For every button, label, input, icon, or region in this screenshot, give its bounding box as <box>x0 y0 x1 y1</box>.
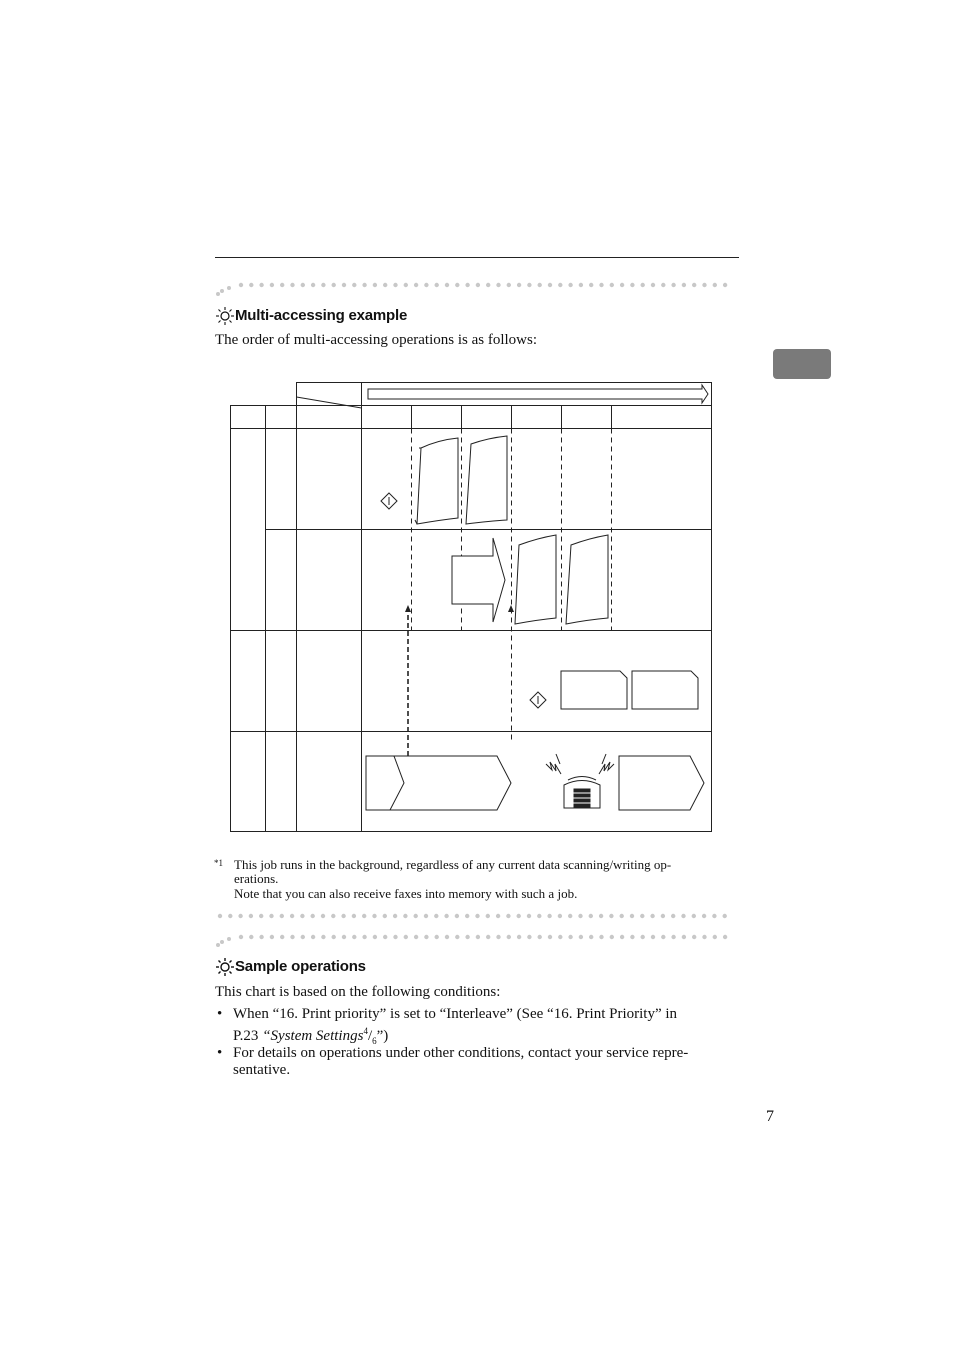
separator-dot <box>661 283 665 287</box>
separator-dot <box>723 935 727 939</box>
separator-dot <box>692 935 696 939</box>
footnote-line: erations. <box>234 871 279 886</box>
separator-dot <box>486 914 490 918</box>
start-key-icon <box>381 493 397 509</box>
separator-dot <box>476 283 480 287</box>
separator-dot <box>424 935 428 939</box>
separator-dot <box>373 935 377 939</box>
separator-dot <box>290 935 294 939</box>
separator-dot <box>311 914 315 918</box>
reference-close: ”) <box>376 1028 389 1044</box>
separator-dot <box>239 935 243 939</box>
separator-dot <box>517 283 521 287</box>
separator-dot <box>227 937 231 941</box>
separator-dot <box>342 935 346 939</box>
separator-dot <box>404 935 408 939</box>
separator-dot <box>435 935 439 939</box>
page-number: 7 <box>766 1108 774 1125</box>
separator-dot <box>692 283 696 287</box>
dotted-separator <box>215 280 745 296</box>
separator-dot <box>372 914 376 918</box>
separator-dot <box>383 283 387 287</box>
separator-dot <box>702 283 706 287</box>
separator-dot <box>661 935 665 939</box>
separator-dot <box>249 283 253 287</box>
separator-dot <box>373 283 377 287</box>
separator-dot <box>332 283 336 287</box>
separator-dot <box>486 935 490 939</box>
separator-dot <box>444 914 448 918</box>
page-reference: P.23 <box>233 1028 259 1044</box>
diagram-header-band <box>297 383 712 406</box>
separator-dot <box>414 914 418 918</box>
separator-dot <box>661 914 665 918</box>
separator-dot <box>517 914 521 918</box>
separator-dot <box>641 283 645 287</box>
separator-dot <box>465 283 469 287</box>
separator-dot <box>393 935 397 939</box>
timeline-arrow <box>368 385 708 403</box>
separator-dot <box>578 914 582 918</box>
separator-dot <box>249 935 253 939</box>
process-arrow <box>452 538 505 622</box>
separator-dot <box>259 914 263 918</box>
bullet: • <box>217 1045 223 1061</box>
separator-dot <box>507 935 511 939</box>
separator-dot <box>712 914 716 918</box>
separator-dot <box>321 283 325 287</box>
separator-dot <box>671 914 675 918</box>
separator-dot <box>280 283 284 287</box>
bullet: • <box>217 1006 223 1022</box>
separator-dot <box>579 283 583 287</box>
separator-dot <box>362 935 366 939</box>
separator-dot <box>702 914 706 918</box>
separator-dot <box>599 914 603 918</box>
separator-dot <box>527 283 531 287</box>
separator-dot <box>548 283 552 287</box>
phone-ringing-icon <box>546 754 614 808</box>
separator-dot <box>671 935 675 939</box>
list-item-text: When “16. Print priority” is set to “Interleave” (See “16. Print Priority” in <box>233 1006 678 1022</box>
chevron-arrow <box>390 756 511 810</box>
separator-dot <box>506 914 510 918</box>
separator-dot <box>599 935 603 939</box>
separator-dot <box>290 914 294 918</box>
dotted-separator <box>215 911 745 923</box>
chevron-arrow <box>619 756 704 810</box>
separator-dot <box>651 283 655 287</box>
tip-lightbulb-icon <box>215 306 235 331</box>
separator-dot <box>280 935 284 939</box>
separator-dot <box>640 914 644 918</box>
separator-dot <box>362 914 366 918</box>
intro-text: The order of multi-accessing operations is as follows: <box>215 332 538 348</box>
separator-dot <box>589 914 593 918</box>
separator-dot <box>259 935 263 939</box>
separator-dot <box>568 283 572 287</box>
separator-dot <box>227 286 231 290</box>
separator-dot <box>589 935 593 939</box>
separator-dot <box>548 935 552 939</box>
start-key-icon <box>530 692 546 708</box>
separator-dot <box>220 289 224 293</box>
separator-dot <box>321 914 325 918</box>
separator-dot <box>218 914 222 918</box>
original-sheet <box>566 535 608 624</box>
separator-dot <box>620 935 624 939</box>
separator-dot <box>589 283 593 287</box>
reference-title: “System Settings <box>262 1028 364 1044</box>
separator-dot <box>681 914 685 918</box>
separator-dot <box>620 914 624 918</box>
separator-dot <box>671 283 675 287</box>
separator-dot <box>650 914 654 918</box>
separator-dot <box>630 283 634 287</box>
separator-dot <box>311 935 315 939</box>
separator-dot <box>216 943 220 947</box>
separator-dot <box>301 283 305 287</box>
separator-dot <box>404 283 408 287</box>
separator-dot <box>723 283 727 287</box>
separator-dot <box>486 283 490 287</box>
separator-dot <box>239 283 243 287</box>
separator-dot <box>445 935 449 939</box>
fraction-numerator: 4 <box>363 1026 368 1036</box>
section-heading: Multi-accessing example <box>235 307 408 324</box>
separator-dot <box>517 935 521 939</box>
header-diagonal <box>297 397 362 408</box>
separator-dot <box>609 914 613 918</box>
separator-dot <box>558 935 562 939</box>
separator-dot <box>269 914 273 918</box>
original-sheet <box>515 535 556 624</box>
separator-dot <box>620 283 624 287</box>
separator-dot <box>352 914 356 918</box>
printed-page <box>632 671 698 709</box>
separator-dot <box>352 935 356 939</box>
separator-dot <box>414 283 418 287</box>
separator-dot <box>455 283 459 287</box>
separator-dot <box>496 283 500 287</box>
separator-dot <box>610 935 614 939</box>
separator-dot <box>342 283 346 287</box>
separator-dot <box>259 283 263 287</box>
tip-lightbulb-icon <box>215 957 235 982</box>
separator-dot <box>300 914 304 918</box>
separator-dot <box>249 914 253 918</box>
separator-dot <box>547 914 551 918</box>
separator-dot <box>455 935 459 939</box>
separator-dot <box>579 935 583 939</box>
separator-dot <box>558 914 562 918</box>
separator-dot <box>393 283 397 287</box>
printed-page <box>561 671 627 709</box>
chapter-tab <box>773 349 831 379</box>
separator-dot <box>630 914 634 918</box>
separator-dot <box>403 914 407 918</box>
separator-dot <box>713 935 717 939</box>
separator-dot <box>702 935 706 939</box>
separator-dot <box>465 935 469 939</box>
separator-dot <box>641 935 645 939</box>
separator-dot <box>228 914 232 918</box>
separator-dot <box>435 283 439 287</box>
separator-dot <box>568 914 572 918</box>
separator-dot <box>280 914 284 918</box>
separator-dot <box>445 283 449 287</box>
separator-dot <box>568 935 572 939</box>
fraction-denominator: 6 <box>372 1036 377 1046</box>
separator-dot <box>362 283 366 287</box>
footnote-marker: *1 <box>214 858 223 868</box>
list-item-text: sentative. <box>233 1062 291 1078</box>
separator-dot <box>393 914 397 918</box>
separator-dot <box>496 935 500 939</box>
separator-dot <box>270 283 274 287</box>
separator-dot <box>496 914 500 918</box>
separator-dot <box>290 283 294 287</box>
separator-dot <box>475 914 479 918</box>
separator-dot <box>599 283 603 287</box>
separator-dot <box>723 914 727 918</box>
separator-dot <box>713 283 717 287</box>
separator-dot <box>321 935 325 939</box>
separator-dot <box>692 914 696 918</box>
separator-dot <box>301 935 305 939</box>
separator-dot <box>331 914 335 918</box>
intro-text: This chart is based on the following conditions: <box>215 984 501 1000</box>
footnote-line: This job runs in the background, regardless of any current data scanning/writing op- <box>234 857 672 872</box>
separator-dot <box>424 283 428 287</box>
header-rule <box>215 257 739 258</box>
separator-dot <box>352 283 356 287</box>
separator-dot <box>455 914 459 918</box>
original-sheet <box>417 438 458 524</box>
separator-dot <box>527 914 531 918</box>
separator-dot <box>538 935 542 939</box>
separator-dot <box>465 914 469 918</box>
multi-access-diagram <box>228 380 714 835</box>
separator-dot <box>383 935 387 939</box>
separator-dot <box>682 283 686 287</box>
separator-dot <box>220 940 224 944</box>
separator-dot <box>383 914 387 918</box>
separator-dot <box>341 914 345 918</box>
separator-dot <box>270 935 274 939</box>
separator-dot <box>507 283 511 287</box>
separator-dot <box>476 935 480 939</box>
separator-dot <box>434 914 438 918</box>
list-item-text: For details on operations under other conditions, contact your service repre- <box>233 1045 689 1061</box>
separator-dot <box>332 935 336 939</box>
separator-dot <box>610 283 614 287</box>
footnote-line: Note that you can also receive faxes into memory with such a job. <box>234 886 578 901</box>
separator-dot <box>424 914 428 918</box>
separator-dot <box>630 935 634 939</box>
separator-dot <box>311 283 315 287</box>
separator-dot <box>651 935 655 939</box>
original-sheet <box>466 436 507 524</box>
separator-dot <box>216 292 220 296</box>
separator-dot <box>682 935 686 939</box>
dotted-separator <box>215 931 745 947</box>
separator-dot <box>527 935 531 939</box>
separator-dot <box>537 914 541 918</box>
separator-dot <box>538 283 542 287</box>
separator-dot <box>414 935 418 939</box>
separator-dot <box>238 914 242 918</box>
section-heading: Sample operations <box>235 958 366 975</box>
separator-dot <box>558 283 562 287</box>
